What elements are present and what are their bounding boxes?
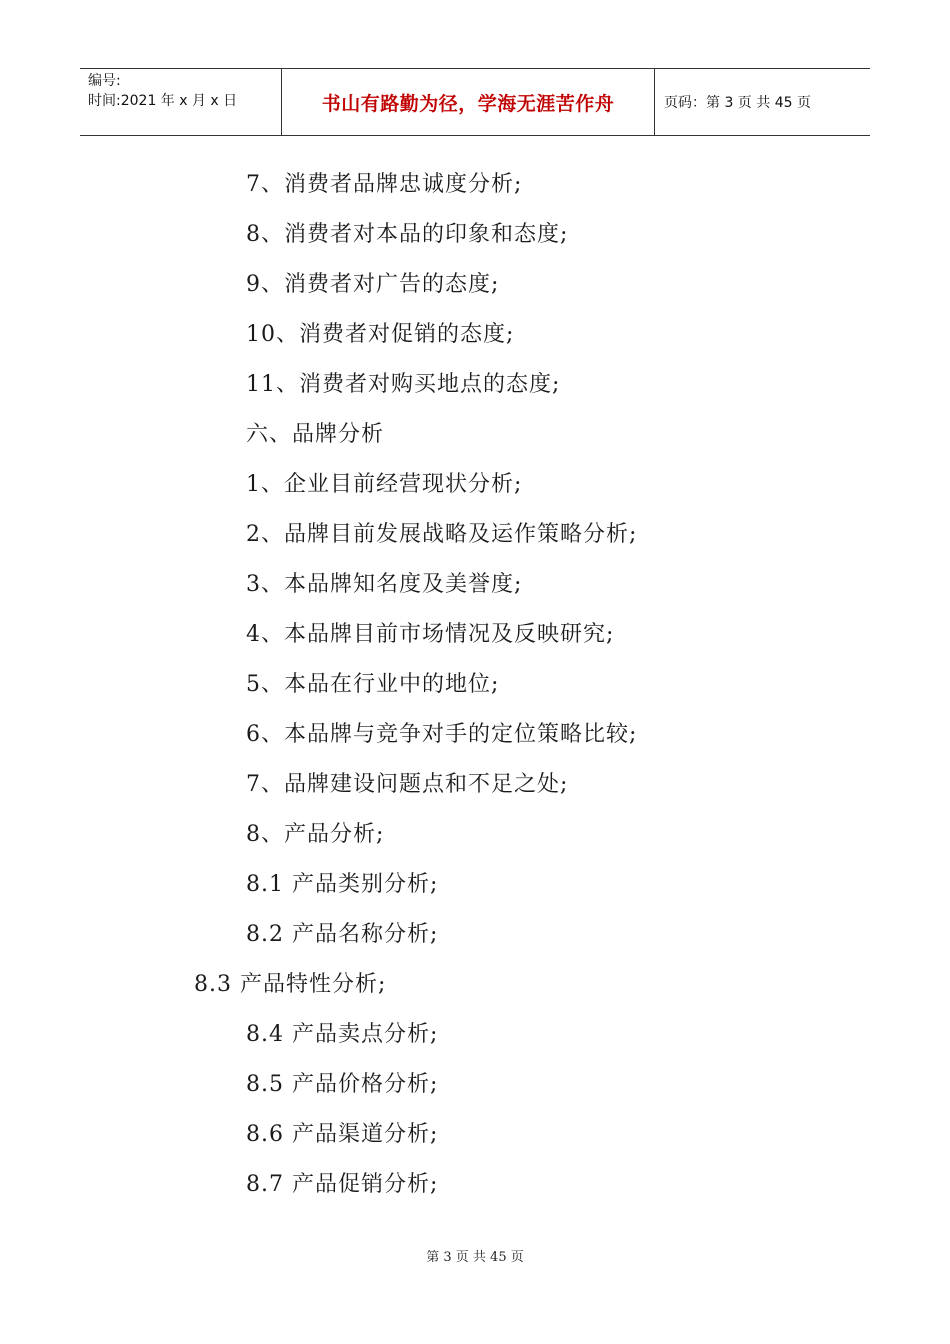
list-item: 2、品牌目前发展战略及运作策略分析; [246, 522, 638, 547]
list-item: 8.3 产品特性分析; [194, 972, 387, 997]
document-time-label: 时间:2021 年 x 月 x 日 [88, 93, 238, 109]
list-item: 9、消费者对广告的态度; [246, 272, 500, 297]
list-item: 8.5 产品价格分析; [246, 1072, 439, 1097]
page-footer: 第 3 页 共 45 页 [426, 1250, 524, 1265]
header-meta [88, 71, 237, 111]
section-heading: 六、品牌分析 [246, 422, 385, 447]
list-item: 8.1 产品类别分析; [246, 872, 439, 897]
header-divider-right [654, 69, 655, 135]
list-item: 8、产品分析; [246, 822, 385, 847]
document-number-label: 编号: [88, 73, 121, 89]
list-item: 11、消费者对购买地点的态度; [246, 372, 561, 397]
list-item: 8.7 产品促销分析; [246, 1172, 439, 1197]
page-header [80, 68, 870, 136]
list-item: 10、消费者对促销的态度; [246, 322, 515, 347]
list-item: 1、企业目前经营现状分析; [246, 472, 523, 497]
list-item: 7、消费者品牌忠诚度分析; [246, 172, 523, 197]
list-item: 6、本品牌与竞争对手的定位策略比较; [246, 722, 638, 747]
list-item: 4、本品牌目前市场情况及反映研究; [246, 622, 615, 647]
list-item: 7、品牌建设问题点和不足之处; [246, 772, 569, 797]
list-item: 5、本品在行业中的地位; [246, 672, 500, 697]
list-item: 8、消费者对本品的印象和态度; [246, 222, 569, 247]
header-page-info: 页码：第 3 页 共 45 页 [664, 95, 811, 111]
header-motto: 书山有路勤为径，学海无涯苦作舟 [321, 92, 615, 115]
list-item: 8.4 产品卖点分析; [246, 1022, 439, 1047]
list-item: 3、本品牌知名度及美誉度; [246, 572, 523, 597]
list-item: 8.2 产品名称分析; [246, 922, 439, 947]
list-item: 8.6 产品渠道分析; [246, 1122, 439, 1147]
